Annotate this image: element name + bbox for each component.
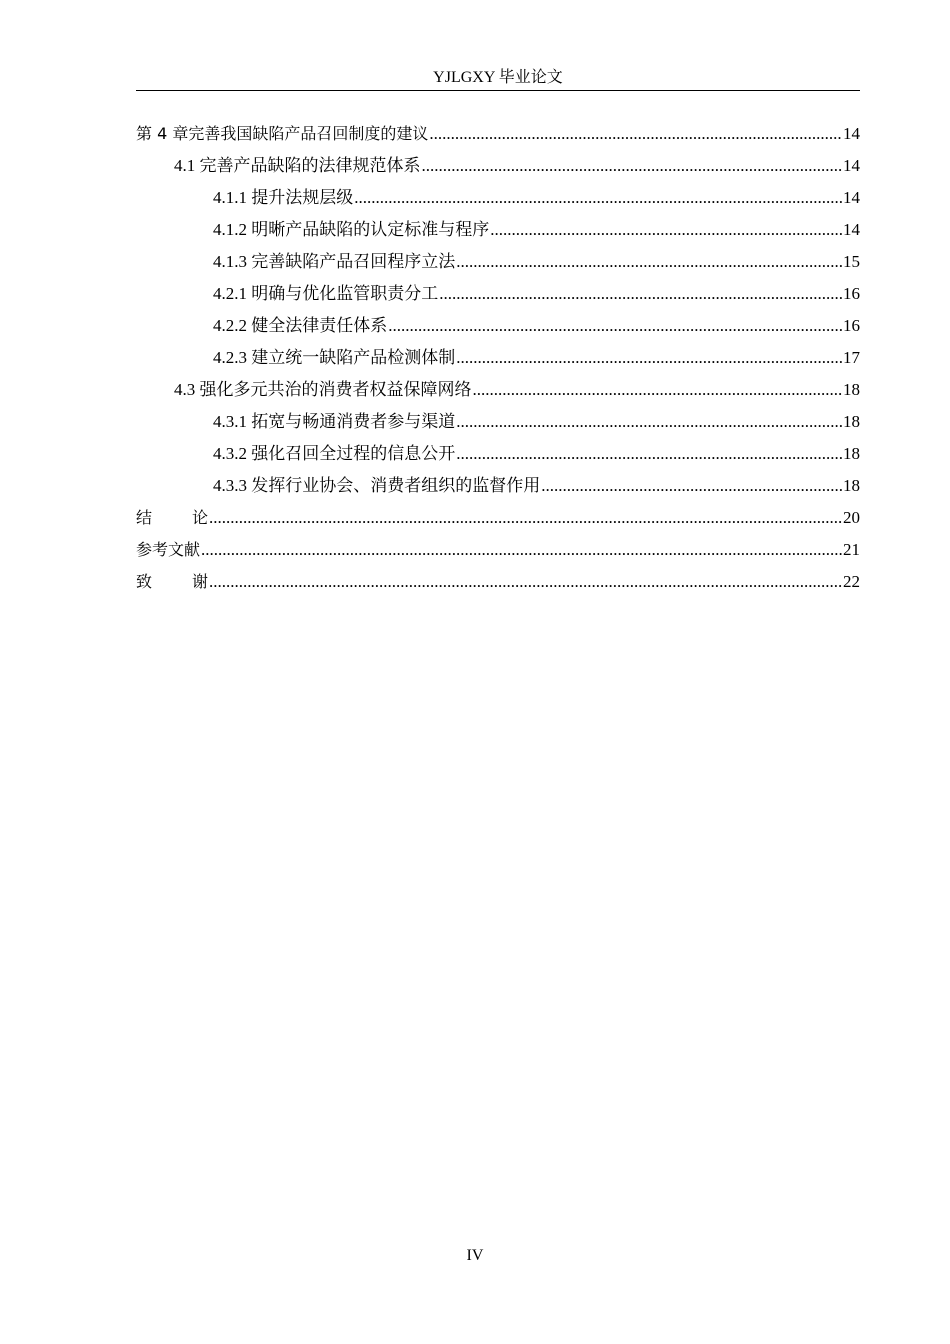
toc-leader-dots [456,438,842,470]
toc-entry-4-1-3[interactable] [136,246,860,278]
toc-entry-4-3-2[interactable] [136,438,860,470]
toc-leader-dots [209,566,842,598]
toc-entry-page: 18 [843,412,860,431]
toc-entry-page: 17 [843,348,860,367]
toc-leader-dots [490,214,842,246]
toc-entry-acknowledgements[interactable] [136,566,860,598]
toc-leader-dots [422,150,843,182]
toc-leader-dots [456,246,842,278]
toc-entry-page: 15 [843,252,860,271]
toc-entry-title: 4.1.2 明晰产品缺陷的认定标准与程序 [213,220,490,239]
table-of-contents [136,118,860,598]
toc-leader-dots [429,118,842,150]
toc-title-char: 结 [136,508,153,527]
running-header: YJLGXY 毕业论文 [433,69,563,86]
toc-entry-conclusion[interactable] [136,502,860,534]
toc-leader-dots [439,278,842,310]
toc-entry-title: 4.1.3 完善缺陷产品召回程序立法 [213,252,456,271]
toc-entry-title [136,502,208,534]
toc-entry-page: 16 [843,284,860,303]
toc-entry-4-3-1[interactable] [136,406,860,438]
toc-entry-4-1-2[interactable] [136,214,860,246]
toc-leader-dots [209,502,842,534]
toc-entry-4-2-2[interactable] [136,310,860,342]
toc-entry-title: 4.1.1 提升法规层级 [213,188,354,207]
toc-entry-title: 4.3 强化多元共治的消费者权益保障网络 [174,380,472,399]
toc-entry-title: 4.2.2 健全法律责任体系 [213,316,388,335]
toc-leader-dots [201,534,842,566]
toc-leader-dots [456,342,842,374]
toc-entry-title: 4.1 完善产品缺陷的法律规范体系 [174,156,421,175]
toc-leader-dots [388,310,842,342]
toc-entry-references[interactable] [136,534,860,566]
toc-entry-page: 21 [843,540,860,559]
toc-entry-page: 14 [843,156,860,175]
toc-entry-4-1-1[interactable] [136,182,860,214]
toc-entry-title: 4.3.1 拓宽与畅通消费者参与渠道 [213,412,456,431]
toc-entry-4-1[interactable] [136,150,860,182]
toc-leader-dots [456,406,842,438]
toc-entry-title: 4.2.3 建立统一缺陷产品检测体制 [213,348,456,367]
toc-leader-dots [473,374,843,406]
toc-entry-page: 20 [843,508,860,527]
toc-entry-page: 14 [843,124,860,143]
toc-entry-page: 14 [843,188,860,207]
toc-title-char: 论 [192,508,209,527]
toc-entry-4-2-3[interactable] [136,342,860,374]
toc-title-char: 致 [136,572,153,591]
toc-entry-page: 18 [843,444,860,463]
toc-entry-page: 16 [843,316,860,335]
header-divider [136,90,860,91]
toc-entry-title [136,566,208,598]
toc-entry-title: 4.2.1 明确与优化监管职责分工 [213,284,439,303]
toc-entry-title: 4.3.2 强化召回全过程的信息公开 [213,444,456,463]
toc-entry-4-3[interactable] [136,374,860,406]
toc-entry-title: 4.3.3 发挥行业协会、消费者组织的监督作用 [213,476,541,495]
toc-title-char: 谢 [192,572,209,591]
toc-entry-chapter-4[interactable] [136,118,860,150]
toc-entry-page: 18 [843,476,860,495]
toc-entry-page: 14 [843,220,860,239]
toc-entry-title: 参考文献 [136,540,201,559]
toc-entry-4-3-3[interactable] [136,470,860,502]
page-number: IV [466,1247,484,1264]
toc-entry-page: 22 [843,572,860,591]
toc-leader-dots [541,470,842,502]
toc-entry-page: 18 [843,380,860,399]
toc-leader-dots [354,182,842,214]
toc-entry-4-2-1[interactable] [136,278,860,310]
toc-entry-title: 第 4 章完善我国缺陷产品召回制度的建议 [136,124,429,143]
